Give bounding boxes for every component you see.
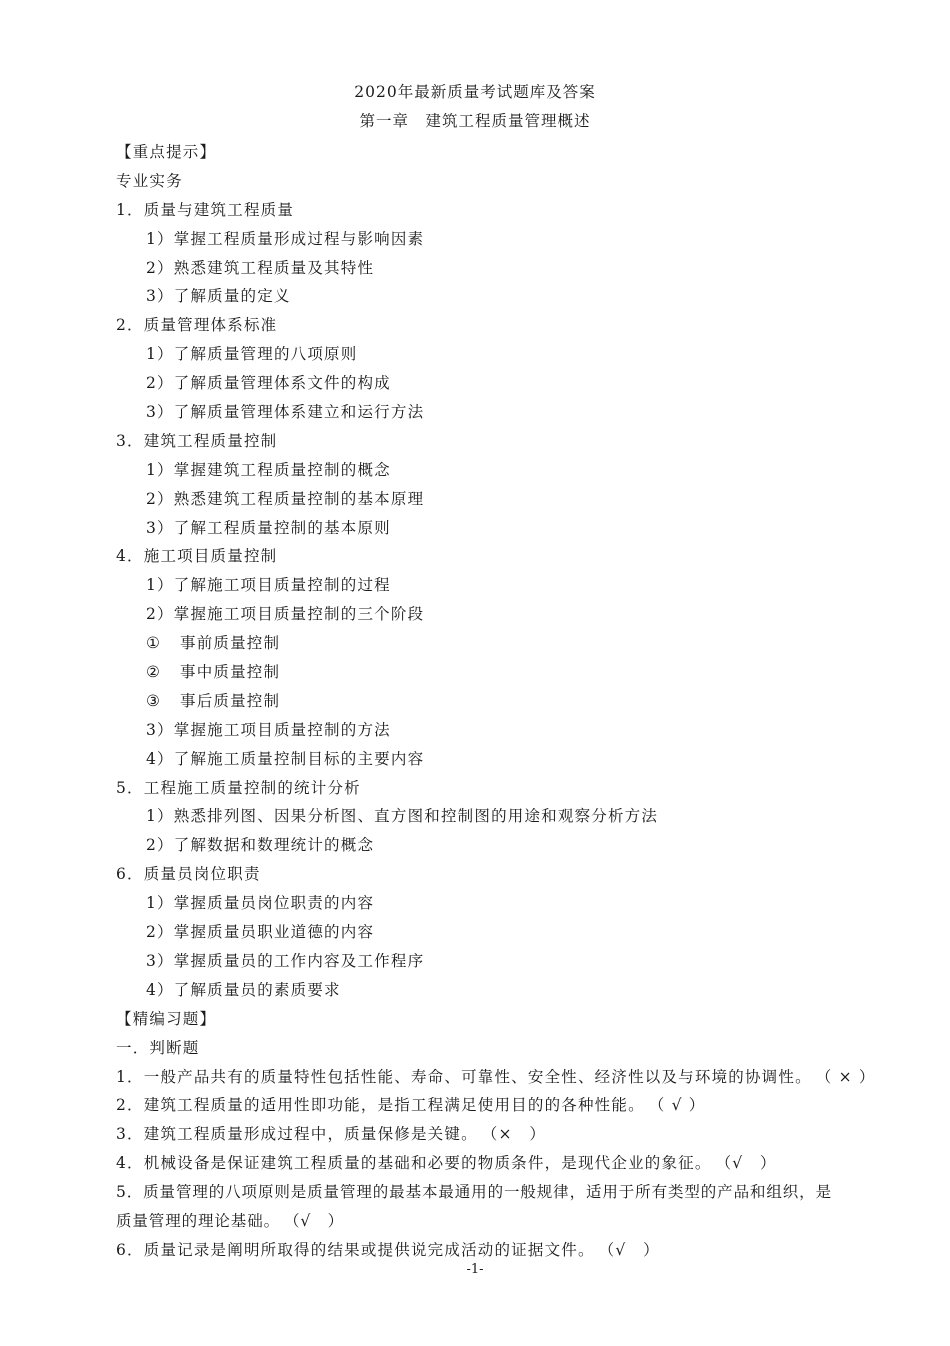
answer-mark: （× ） [481, 1125, 547, 1144]
page-number: -1- [466, 1262, 484, 1277]
topic-subitem: 3）了解质量的定义 [146, 287, 291, 306]
judge-heading: 一．判断题 [116, 1038, 200, 1057]
question-text: 5．质量管理的八项原则是质量管理的最基本最通用的一般规律，适用于所有类型的产品和组织，是质量管理的理论基础。 [116, 1183, 832, 1231]
stage-marker: ② [146, 663, 162, 682]
answer-mark: （√ ） [715, 1154, 777, 1173]
topic-subitem: 2）了解数据和数理统计的概念 [146, 836, 375, 855]
subject-label: 专业实务 [116, 171, 183, 190]
question-text: 1．一般产品共有的质量特性包括性能、寿命、可靠性、安全性、经济性以及与环境的协调性。 [116, 1067, 812, 1086]
topic-subitem: 3）了解质量管理体系建立和运行方法 [146, 403, 425, 422]
topic-subitem: 1）掌握质量员岗位职责的内容 [146, 894, 375, 913]
topic-subitem: 1）掌握建筑工程质量控制的概念 [146, 460, 391, 479]
stage-item [116, 658, 846, 687]
stage-text: 事后质量控制 [180, 691, 281, 710]
topic-heading: 5．工程施工质量控制的统计分析 [116, 778, 361, 797]
stage-text: 事前质量控制 [180, 634, 281, 653]
doc-title: 2020年最新质量考试题库及答案 [354, 83, 596, 101]
question-item [116, 1178, 846, 1236]
topic-subitem: 2）了解质量管理体系文件的构成 [146, 374, 391, 393]
topic-subitem: 4）了解施工质量控制目标的主要内容 [146, 749, 425, 768]
topic-subitem: 3）掌握质量员的工作内容及工作程序 [146, 951, 425, 970]
topic-heading: 2．质量管理体系标准 [116, 316, 278, 335]
topic-subitem: 2）熟悉建筑工程质量及其特性 [146, 258, 375, 277]
answer-mark: （ √ ） [648, 1096, 706, 1115]
topic-subitem: 1）熟悉排列图、因果分析图、直方图和控制图的用途和观察分析方法 [146, 807, 659, 826]
topic-heading: 4．施工项目质量控制 [116, 547, 278, 566]
topic-subitem: 2）掌握质量员职业道德的内容 [146, 923, 375, 942]
topic-subitem: 3）了解工程质量控制的基本原则 [146, 518, 391, 537]
answer-mark: （√ ） [598, 1241, 660, 1260]
topic-heading: 3．建筑工程质量控制 [116, 431, 278, 450]
topic-subitem: 1）了解施工项目质量控制的过程 [146, 576, 391, 595]
question-text: 3．建筑工程质量形成过程中，质量保修是关键。 [116, 1125, 478, 1144]
stage-marker: ① [146, 634, 162, 653]
section-key-points: 【重点提示】 [116, 143, 217, 161]
answer-mark: （√ ） [284, 1212, 344, 1231]
content-body [116, 138, 876, 1265]
section-exercises: 【精编习题】 [116, 1009, 217, 1028]
question-text: 6．质量记录是阐明所取得的结果或提供说完成活动的证据文件。 [116, 1241, 595, 1260]
stage-marker: ③ [146, 691, 162, 710]
chapter-title: 第一章 建筑工程质量管理概述 [359, 112, 591, 130]
stage-text: 事中质量控制 [180, 663, 281, 682]
question-item [116, 1063, 876, 1092]
question-item [116, 1149, 846, 1178]
topic-subitem: 2）掌握施工项目质量控制的三个阶段 [146, 605, 425, 624]
topic-heading: 1．质量与建筑工程质量 [116, 200, 295, 219]
topic-subitem: 1）了解质量管理的八项原则 [146, 345, 358, 364]
topic-subitem: 1）掌握工程质量形成过程与影响因素 [146, 229, 425, 248]
answer-mark: （ × ） [815, 1067, 876, 1086]
topic-subitem: 3）掌握施工项目质量控制的方法 [146, 720, 391, 739]
stage-item [116, 629, 846, 658]
question-item [116, 1120, 846, 1149]
question-text: 4．机械设备是保证建筑工程质量的基础和必要的物质条件，是现代企业的象征。 [116, 1154, 712, 1173]
topic-heading: 6．质量员岗位职责 [116, 865, 261, 884]
stage-item [116, 687, 846, 716]
topic-subitem: 2）熟悉建筑工程质量控制的基本原理 [146, 489, 425, 508]
question-item [116, 1091, 846, 1120]
question-item [116, 1236, 846, 1265]
topic-subitem: 4）了解质量员的素质要求 [146, 980, 341, 999]
question-text: 2．建筑工程质量的适用性即功能，是指工程满足使用目的的各种性能。 [116, 1096, 645, 1115]
